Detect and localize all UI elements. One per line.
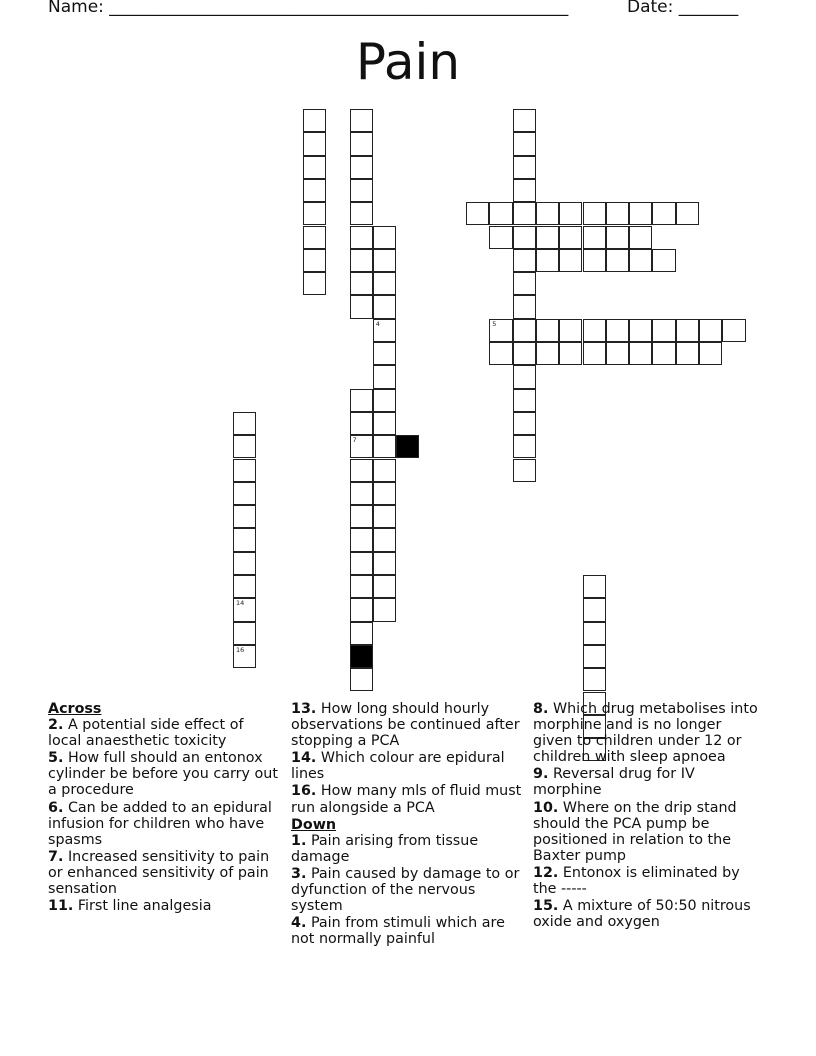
clue-text: Which drug metabolises into morphine and is no longer given to children under 12 or children with sleep apnoea	[533, 701, 758, 766]
grid-cell[interactable]	[606, 319, 629, 342]
grid-cell[interactable]	[513, 295, 536, 318]
clues-column-3	[533, 701, 765, 931]
clue-number: 10.	[533, 799, 559, 816]
down-clue-10[interactable]	[533, 800, 765, 864]
grid-cell[interactable]	[350, 156, 373, 179]
grid-cell[interactable]	[513, 319, 536, 342]
clue-number: 1.	[291, 832, 307, 849]
grid-cell[interactable]	[350, 202, 373, 225]
down-clue-8[interactable]	[533, 701, 765, 765]
grid-cell[interactable]	[373, 552, 396, 575]
clue-number: 14.	[291, 750, 317, 767]
grid-cell[interactable]	[606, 226, 629, 249]
grid-cell[interactable]	[606, 249, 629, 272]
grid-cell[interactable]	[303, 202, 326, 225]
grid-cell[interactable]	[233, 505, 256, 528]
grid-cell[interactable]	[513, 249, 536, 272]
clue-number: 6.	[48, 799, 64, 816]
clue-text: Which colour are epidural lines	[291, 750, 505, 783]
grid-cell[interactable]	[373, 505, 396, 528]
across-clue-6[interactable]	[48, 800, 280, 848]
across-clue-7[interactable]	[48, 849, 280, 897]
grid-cell[interactable]	[699, 319, 722, 342]
grid-cell[interactable]	[513, 389, 536, 412]
grid-cell[interactable]	[676, 319, 699, 342]
clue-number-label: 7	[352, 436, 357, 445]
grid-cell[interactable]	[583, 342, 606, 365]
clue-text: Entonox is eliminated by the -----	[533, 864, 740, 898]
down-clue-4[interactable]	[291, 915, 527, 947]
grid-cell[interactable]	[350, 295, 373, 318]
down-clue-15[interactable]	[533, 898, 765, 930]
grid-cell[interactable]	[629, 226, 652, 249]
grid-cell[interactable]	[583, 202, 606, 225]
grid-cell[interactable]	[583, 249, 606, 272]
grid-cell[interactable]	[489, 202, 512, 225]
grid-cell[interactable]	[513, 365, 536, 388]
grid-cell[interactable]	[559, 249, 582, 272]
grid-cell[interactable]	[373, 319, 396, 342]
grid-cell[interactable]	[303, 109, 326, 132]
down-clue-9[interactable]	[533, 766, 765, 798]
grid-cell[interactable]	[303, 132, 326, 155]
grid-cell[interactable]	[373, 482, 396, 505]
grid-cell[interactable]	[373, 295, 396, 318]
grid-cell[interactable]	[559, 202, 582, 225]
grid-cell[interactable]	[350, 482, 373, 505]
down-clue-3[interactable]	[291, 866, 527, 914]
grid-cell[interactable]	[513, 132, 536, 155]
clue-number: 8.	[533, 701, 549, 717]
across-clue-11[interactable]	[48, 898, 280, 914]
grid-cell[interactable]	[350, 598, 373, 621]
clue-text: A potential side effect of local anaesthetic toxicity	[48, 717, 244, 750]
grid-cell[interactable]	[536, 319, 559, 342]
grid-cell[interactable]	[583, 598, 606, 621]
grid-cell[interactable]	[513, 226, 536, 249]
grid-cell[interactable]	[489, 319, 512, 342]
grid-cell[interactable]	[513, 459, 536, 482]
grid-cell[interactable]	[373, 226, 396, 249]
grid-cell[interactable]	[513, 435, 536, 458]
grid-cell[interactable]	[233, 412, 256, 435]
grid-cell[interactable]	[629, 249, 652, 272]
grid-cell[interactable]	[350, 622, 373, 645]
grid-cell[interactable]	[536, 226, 559, 249]
clue-text: Increased sensitivity to pain or enhanced sensitivity of pain sensation	[48, 848, 270, 898]
across-clue-2[interactable]	[48, 717, 280, 749]
clue-text: Can be added to an epidural infusion for children who have spasms	[48, 799, 272, 848]
grid-cell[interactable]	[513, 109, 536, 132]
grid-cell[interactable]	[583, 319, 606, 342]
name-field-label: Name: ______________________________________________________	[48, 0, 569, 17]
clue-text: Pain arising from tissue damage	[291, 832, 479, 865]
grid-cell[interactable]	[652, 319, 675, 342]
grid-cell[interactable]	[350, 249, 373, 272]
grid-cell[interactable]	[373, 249, 396, 272]
grid-cell[interactable]	[350, 505, 373, 528]
clue-text: Pain caused by damage to or dyfunction of the nervous system	[291, 865, 520, 915]
grid-cell[interactable]	[629, 202, 652, 225]
clue-number: 7.	[48, 848, 64, 865]
across-clue-14[interactable]	[291, 750, 527, 782]
clue-text: How many mls of fluid must run alongside a PCA	[291, 783, 522, 816]
grid-cell[interactable]	[303, 226, 326, 249]
grid-cell[interactable]	[233, 482, 256, 505]
clue-number: 12.	[533, 864, 559, 881]
across-clue-5[interactable]	[48, 750, 280, 798]
grid-cell[interactable]	[583, 575, 606, 598]
grid-cell[interactable]	[373, 365, 396, 388]
page-title: Pain	[355, 33, 461, 91]
grid-cell[interactable]	[652, 342, 675, 365]
grid-cell[interactable]	[489, 342, 512, 365]
down-clue-12[interactable]	[533, 865, 765, 897]
black-cell	[396, 435, 419, 458]
down-clue-1[interactable]	[291, 833, 527, 865]
grid-cell[interactable]	[233, 552, 256, 575]
grid-cell[interactable]	[373, 459, 396, 482]
clue-text: Reversal drug for IV morphine	[533, 766, 695, 799]
grid-cell[interactable]	[233, 598, 256, 621]
grid-cell[interactable]	[350, 272, 373, 295]
clue-number-label: 5	[492, 319, 497, 328]
grid-cell[interactable]	[350, 179, 373, 202]
grid-cell[interactable]	[513, 342, 536, 365]
grid-cell[interactable]	[606, 202, 629, 225]
grid-cell[interactable]	[629, 342, 652, 365]
grid-cell[interactable]	[629, 319, 652, 342]
grid-cell[interactable]	[606, 342, 629, 365]
grid-cell[interactable]	[373, 575, 396, 598]
clue-text: How long should hourly observations be continued after stopping a PCA	[291, 701, 520, 750]
grid-cell[interactable]	[350, 552, 373, 575]
grid-cell[interactable]	[350, 132, 373, 155]
clue-number: 5.	[48, 750, 64, 767]
grid-cell[interactable]	[373, 528, 396, 551]
grid-cell[interactable]	[676, 202, 699, 225]
grid-cell[interactable]	[652, 202, 675, 225]
clues-column-2	[291, 701, 527, 948]
grid-cell[interactable]	[373, 435, 396, 458]
clue-number: 13.	[291, 701, 317, 717]
clue-text: Where on the drip stand should the PCA pump be positioned in relation to the Baxter pump	[533, 799, 737, 864]
grid-cell[interactable]	[233, 528, 256, 551]
grid-cell[interactable]	[676, 342, 699, 365]
grid-cell[interactable]	[536, 249, 559, 272]
grid-cell[interactable]	[722, 319, 745, 342]
grid-cell[interactable]	[303, 272, 326, 295]
grid-cell[interactable]	[373, 412, 396, 435]
clue-number: 11.	[48, 898, 74, 915]
grid-cell[interactable]	[466, 202, 489, 225]
grid-cell[interactable]	[559, 226, 582, 249]
grid-cell[interactable]	[350, 435, 373, 458]
grid-cell[interactable]	[559, 342, 582, 365]
clue-number: 9.	[533, 766, 549, 783]
grid-cell[interactable]	[233, 645, 256, 668]
clue-text: How full should an entonox cylinder be before you carry out a procedure	[48, 750, 278, 799]
clue-number: 15.	[533, 898, 559, 915]
grid-cell[interactable]	[233, 575, 256, 598]
grid-cell[interactable]	[350, 459, 373, 482]
grid-cell[interactable]	[233, 459, 256, 482]
grid-cell[interactable]	[373, 342, 396, 365]
clue-number-label: 16	[236, 645, 245, 654]
grid-cell[interactable]	[303, 179, 326, 202]
grid-cell[interactable]	[513, 179, 536, 202]
grid-cell[interactable]	[350, 668, 373, 691]
across-heading: Across	[48, 701, 102, 717]
grid-cell[interactable]	[536, 342, 559, 365]
clue-number: 4.	[291, 915, 307, 932]
clue-number-label: 4	[375, 319, 380, 328]
grid-cell[interactable]	[652, 249, 675, 272]
grid-cell[interactable]	[513, 272, 536, 295]
clue-number: 16.	[291, 783, 317, 800]
grid-cell[interactable]	[513, 412, 536, 435]
grid-cell[interactable]	[583, 622, 606, 645]
clue-text: A mixture of 50:50 nitrous oxide and oxygen	[533, 898, 751, 931]
date-field-label: Date: _______	[627, 0, 739, 17]
grid-cell[interactable]	[350, 528, 373, 551]
grid-cell[interactable]	[350, 226, 373, 249]
grid-cell[interactable]	[233, 622, 256, 645]
grid-cell[interactable]	[350, 412, 373, 435]
grid-cell[interactable]	[583, 226, 606, 249]
grid-cell[interactable]	[350, 575, 373, 598]
grid-cell[interactable]	[513, 202, 536, 225]
grid-cell[interactable]	[350, 389, 373, 412]
grid-cell[interactable]	[373, 272, 396, 295]
grid-cell[interactable]	[373, 389, 396, 412]
grid-cell[interactable]	[350, 109, 373, 132]
clue-number: 3.	[291, 865, 307, 882]
grid-cell[interactable]	[513, 156, 536, 179]
clue-number: 2.	[48, 717, 64, 734]
grid-cell[interactable]	[303, 156, 326, 179]
grid-cell[interactable]	[373, 598, 396, 621]
across-clue-13[interactable]	[291, 701, 527, 749]
clue-number-label: 14	[236, 599, 245, 608]
clue-text: First line analgesia	[77, 898, 212, 915]
grid-cell[interactable]	[583, 668, 606, 691]
grid-cell[interactable]	[583, 645, 606, 668]
black-cell	[350, 645, 373, 668]
grid-cell[interactable]	[559, 319, 582, 342]
grid-cell[interactable]	[699, 342, 722, 365]
grid-cell[interactable]	[489, 226, 512, 249]
down-heading: Down	[291, 816, 337, 833]
clues-column-1	[48, 701, 280, 915]
grid-cell[interactable]	[303, 249, 326, 272]
grid-cell[interactable]	[536, 202, 559, 225]
clue-text: Pain from stimuli which are not normally painful	[291, 915, 505, 948]
across-clue-16[interactable]	[291, 783, 527, 815]
grid-cell[interactable]	[233, 435, 256, 458]
